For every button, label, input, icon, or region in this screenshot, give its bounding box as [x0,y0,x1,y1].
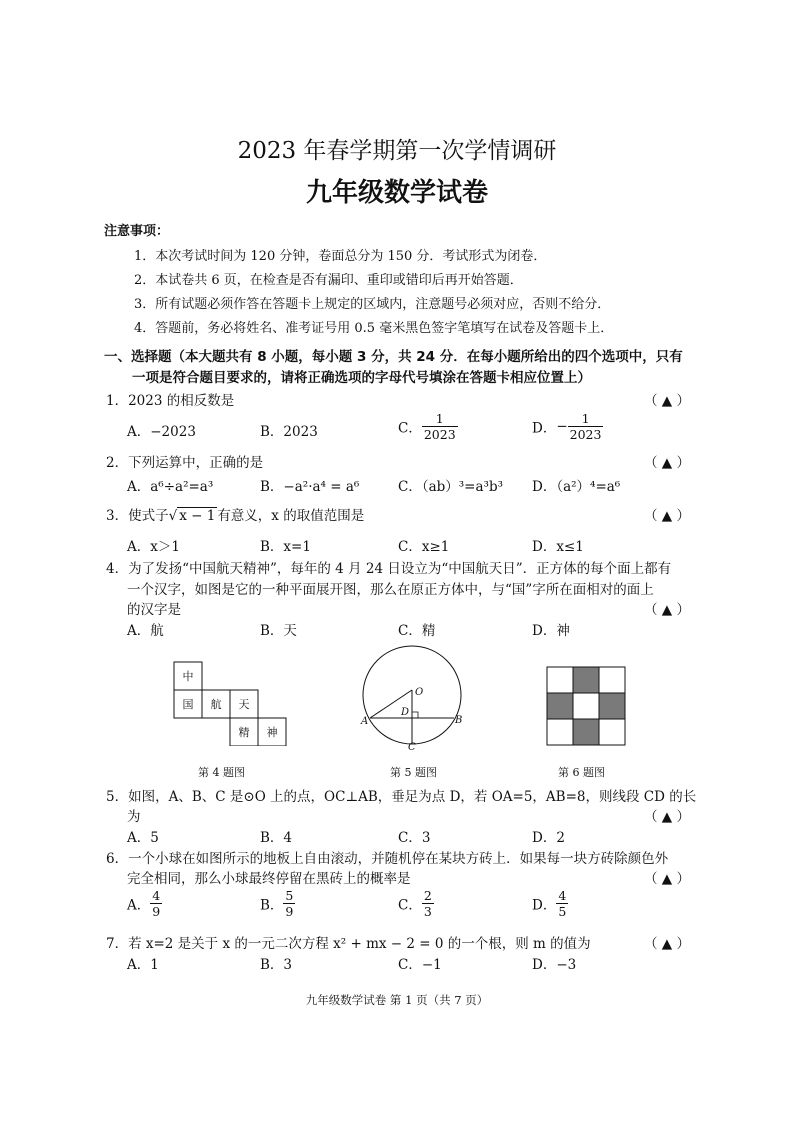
q5-option-c: C．3 [398,830,431,846]
q3-answer-mark: （ ▲ ） [644,508,690,524]
q4-option-b: B．天 [260,623,297,639]
net-text-hang: 航 [210,698,222,711]
q3-option-c: C．x≥1 [398,539,450,555]
net-text-shen: 神 [266,726,278,739]
q1-answer-mark: （ ▲ ） [644,393,690,409]
label-b: B [455,715,463,726]
q7-stem: 7．若 x=2 是关于 x 的一元二次方程 x² + mx − 2 = 0 的一个根，则 m 的值为 [106,936,591,952]
page-title: 2023 年春学期第一次学情调研 [237,138,557,164]
tile-light [547,719,573,745]
tile-light [599,719,625,745]
figure-6-tile-grid [545,665,629,749]
q6-option-b: B． $\frac{5}{9}$ [260,888,294,919]
q4-option-a: A．航 [127,623,164,639]
label-d: D [401,707,410,718]
q3-stem: 3．使式子√ x − 1 有意义，x 的取值范围是 [106,508,365,524]
q5-option-a: A．5 [127,830,159,846]
right-angle-mark [412,712,418,718]
q7-option-b: B．3 [260,957,293,973]
tile-dark [547,693,573,719]
q6-option-c: C． $\frac{2}{3}$ [398,888,432,919]
notice-heading: 注意事项： [104,224,170,239]
q4-stem-line-3: 的汉字是 [127,602,181,618]
q3-option-b: B．x=1 [260,539,311,555]
q6-option-a: A． $\frac{4}{9}$ [127,888,161,919]
figure-4-caption: 第 4 题图 [198,766,245,779]
q2-option-c: C．（ab）³=a³b³ [398,479,504,495]
tile-dark [573,719,599,745]
tile-dark [599,693,625,719]
q6-stem-line-2: 完全相同，那么小球最终停留在黑砖上的概率是 [127,871,411,887]
net-text-tian: 天 [238,698,250,711]
q2-stem: 2．下列运算中，正确的是 [106,455,264,471]
q7-option-c: C．−1 [398,957,442,973]
q2-option-d: D．（a²）⁴=a⁶ [532,479,621,495]
q4-option-d: D．神 [532,623,570,639]
q1-stem: 1．2023 的相反数是 [106,393,235,409]
label-a: A [361,716,369,727]
net-text-zhong: 中 [182,670,194,683]
sqrt-expression: √ x − 1 [168,508,216,524]
q1-option-c: C． $\frac{1}{2023}$ [398,411,456,442]
tile-dark [573,667,599,693]
section-heading-line-2: 一项是符合题目要求的，请将正确选项的字母代号填涂在答题卡相应位置上） [132,370,591,386]
q7-answer-mark: （ ▲ ） [644,936,690,952]
figure-4-cube-net [170,658,300,746]
q7-option-a: A．1 [127,957,159,973]
q1-option-a: A．−2023 [127,424,196,440]
q5-answer-mark: （ ▲ ） [644,809,690,825]
q5-option-b: B．4 [260,830,293,846]
tile-light [599,667,625,693]
label-o: O [415,687,424,698]
q5-option-d: D．2 [532,830,565,846]
page-footer: 九年级数学试卷 第 1 页（共 7 页） [305,993,489,1007]
q6-stem-line-1: 6．一个小球在如图所示的地板上自由滚动，并随机停在某块方砖上．如果每一块方砖除颜色外 [106,851,669,867]
q1-option-b: B．2023 [260,424,318,440]
q2-option-b: B．−a²·a⁴ = a⁶ [260,479,360,495]
q2-answer-mark: （ ▲ ） [644,455,690,471]
q5-stem-line-2: 为 [127,809,141,825]
notice-item-1: 1．本次考试时间为 120 分钟，卷面总分为 150 分．考试形式为闭卷． [134,249,547,264]
q6-answer-mark: （ ▲ ） [644,871,690,887]
notice-item-2: 2．本试卷共 6 页，在检查是否有漏印、重印或错印后再开始答题． [134,273,523,288]
tile-light [573,693,599,719]
tile-light [547,667,573,693]
figure-5-caption: 第 5 题图 [390,766,437,779]
net-text-jing: 精 [238,726,250,739]
q3-option-d: D．x≤1 [532,539,584,555]
q2-option-a: A．a⁶÷a²=a³ [127,479,214,495]
figure-6-caption: 第 6 题图 [558,766,605,779]
net-text-guo: 国 [182,698,194,711]
page-subtitle: 九年级数学试卷 [305,178,488,208]
q4-option-c: C．精 [398,623,436,639]
section-heading-line-1: 一、选择题（本大题共有 8 小题，每小题 3 分，共 24 分．在每小题所给出的四个选项中，只有 [104,349,683,365]
notice-item-4: 4．答题前，务必将姓名、准考证号用 0.5 毫米黑色签字笔填写在试卷及答题卡上． [134,321,614,336]
q1-option-d: D．− $\frac{1}{2023}$ [532,411,602,442]
q4-stem-line-1: 4．为了发扬“中国航天精神”，每年的 4 月 24 日设立为“中国航天日”．正方体的每个面上都有 [106,561,672,577]
label-c: C [408,742,416,753]
q4-stem-line-2: 一个汉字，如图是它的一种平面展开图，那么在原正方体中，与“国”字所在面相对的面上 [127,582,654,598]
q4-answer-mark: （ ▲ ） [644,602,690,618]
q7-option-d: D．−3 [532,957,577,973]
q3-option-a: A．x＞1 [127,539,180,555]
notice-item-3: 3．所有试题必须作答在答题卡上规定的区域内，注意题号必须对应，否则不给分． [134,297,611,312]
figure-5-circle [360,642,470,754]
q5-stem-line-1: 5．如图，A、B、C 是⊙O 上的点，OC⊥AB，垂足为点 D，若 OA=5，AB=8，则线段 CD 的长 [106,789,697,805]
q6-option-d: D． $\frac{4}{5}$ [532,888,567,919]
